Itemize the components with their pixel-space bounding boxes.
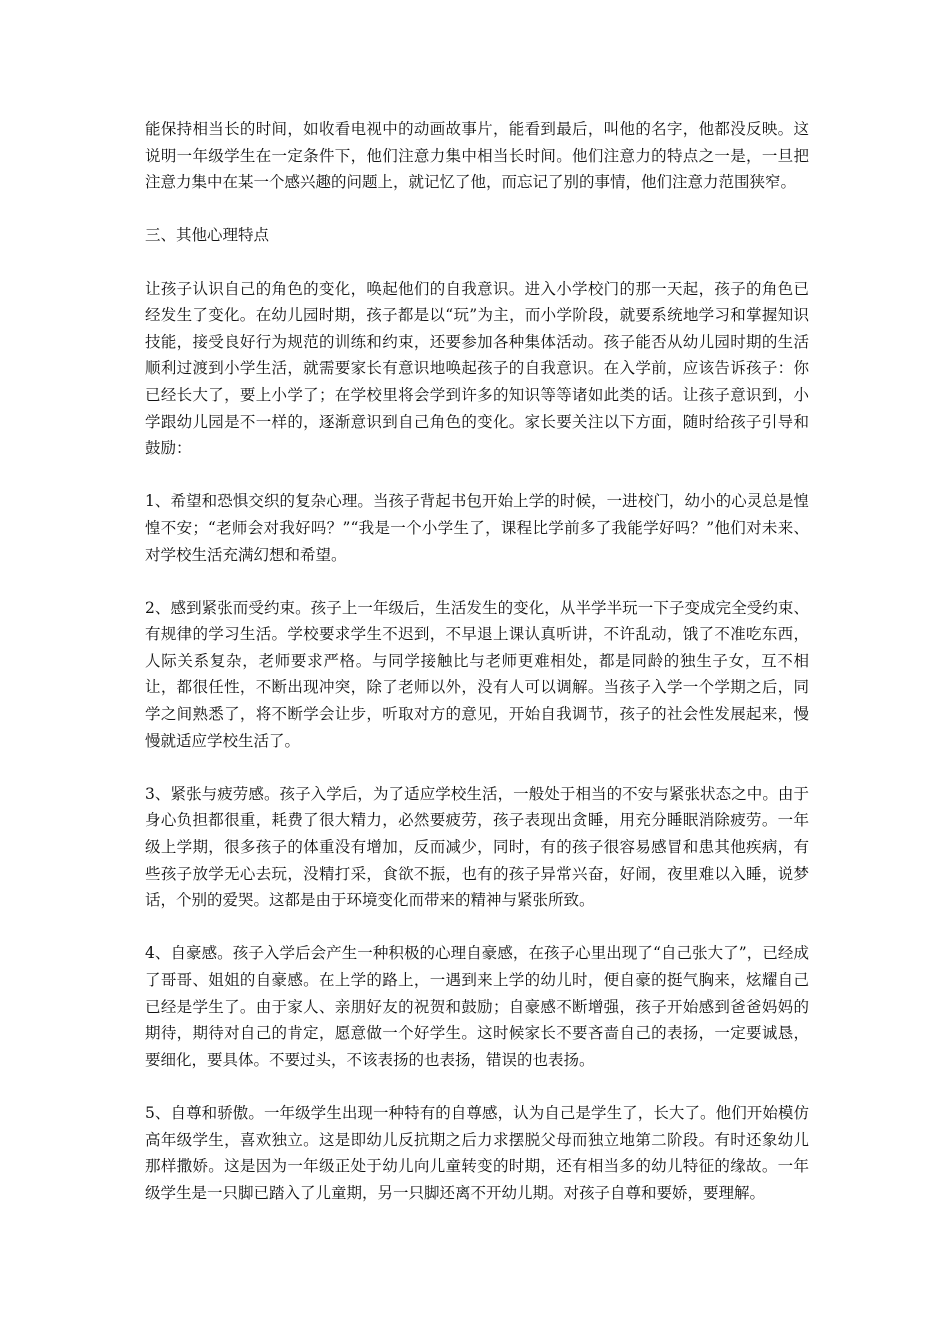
section-intro-paragraph: 让孩子认识自己的角色的变化，唤起他们的自我意识。进入小学校门的那一天起，孩子的角色已经发生了变化。在幼儿园时期，孩子都是以“玩”为主，而小学阶段，就要系统地学习和掌握知识技能，接受良好行为规范的训练和约束，还要参加各种集体活动。孩子能否从幼儿园时期的生活顺利过渡到小学生活，就需要家长有意识地唤起孩子的自我意识。在入学前，应该告诉孩子：你已经长大了，要上小学了；在学校里将会学到许多的知识等等诸如此类的话。让孩子意识到，小学跟幼儿园是不一样的，逐渐意识到自己角色的变化。家长要关注以下方面，随时给孩子引导和鼓励： [145, 279, 809, 458]
document-page [145, 116, 809, 1233]
section-heading: 三、其他心理特点 [145, 226, 270, 245]
intro-paragraph: 能保持相当长的时间，如收看电视中的动画故事片，能看到最后，叫他的名字，他都没反映。这说明一年级学生在一定条件下，他们注意力集中相当长时间。他们注意力的特点之一是，一旦把注意力集中在某一个感兴趣的问题上，就记忆了他，而忘记了别的事情，他们注意力范围狭窄。 [145, 120, 809, 192]
list-item-2: 2、感到紧张而受约束。孩子上一年级后，生活发生的变化，从半学半玩一下子变成完全受约束、有规律的学习生活。学校要求学生不迟到，不早退上课认真听讲，不许乱动，饿了不准吃东西，人际关系复杂，老师要求严格。与同学接触比与老师更难相处，都是同龄的独生子女，互不相让，都很任性，不断出现冲突，除了老师以外，没有人可以调解。当孩子入学一个学期之后，同学之间熟悉了，将不断学会让步，听取对方的意见，开始自我调节，孩子的社会性发展起来，慢慢就适应学校生活了。 [145, 598, 809, 750]
list-item-4: 4、自豪感。孩子入学后会产生一种积极的心理自豪感，在孩子心里出现了“自己张大了”，已经成了哥哥、姐姐的自豪感。在上学的路上，一遇到来上学的幼儿时，便自豪的挺气胸来，炫耀自己已经是学生了。由于家人、亲朋好友的祝贺和鼓励；自豪感不断增强，孩子开始感到爸爸妈妈的期待，期待对自己的肯定，愿意做一个好学生。这时候家长不要吝啬自己的表扬，一定要诚恳，要细化，要具体。不要过头，不该表扬的也表扬，错误的也表扬。 [145, 944, 809, 1069]
list-item-5: 5、自尊和骄傲。一年级学生出现一种特有的自尊感，认为自己是学生了，长大了。他们开始模仿高年级学生，喜欢独立。这是即幼儿反抗期之后力求摆脱父母而独立地第二阶段。有时还象幼儿那样撒娇。这是因为一年级正处于幼儿向儿童转变的时期，还有相当多的幼儿特征的缘故。一年级学生是一只脚已踏入了儿童期，另一只脚还离不开幼儿期。对孩子自尊和要娇，要理解。 [145, 1103, 809, 1202]
list-item-3: 3、紧张与疲劳感。孩子入学后，为了适应学校生活，一般处于相当的不安与紧张状态之中。由于身心负担都很重，耗费了很大精力，必然要疲劳，孩子表现出贪睡，用充分睡眠消除疲劳。一年级上学期，很多孩子的体重没有增加，反而减少，同时，有的孩子很容易感冒和患其他疾病，有些孩子放学无心去玩，没精打采，食欲不振，也有的孩子异常兴奋，好闹，夜里难以入睡，说梦话，个别的爱哭。这都是由于环境变化而带来的精神与紧张所致。 [145, 784, 809, 910]
list-item-1: 1、希望和恐惧交织的复杂心理。当孩子背起书包开始上学的时候，一进校门，幼小的心灵总是惶惶不安；“老师会对我好吗？”“我是一个小学生了，课程比学前多了我能学好吗？”他们对未来、对学校生活充满幻想和希望。 [145, 492, 809, 564]
